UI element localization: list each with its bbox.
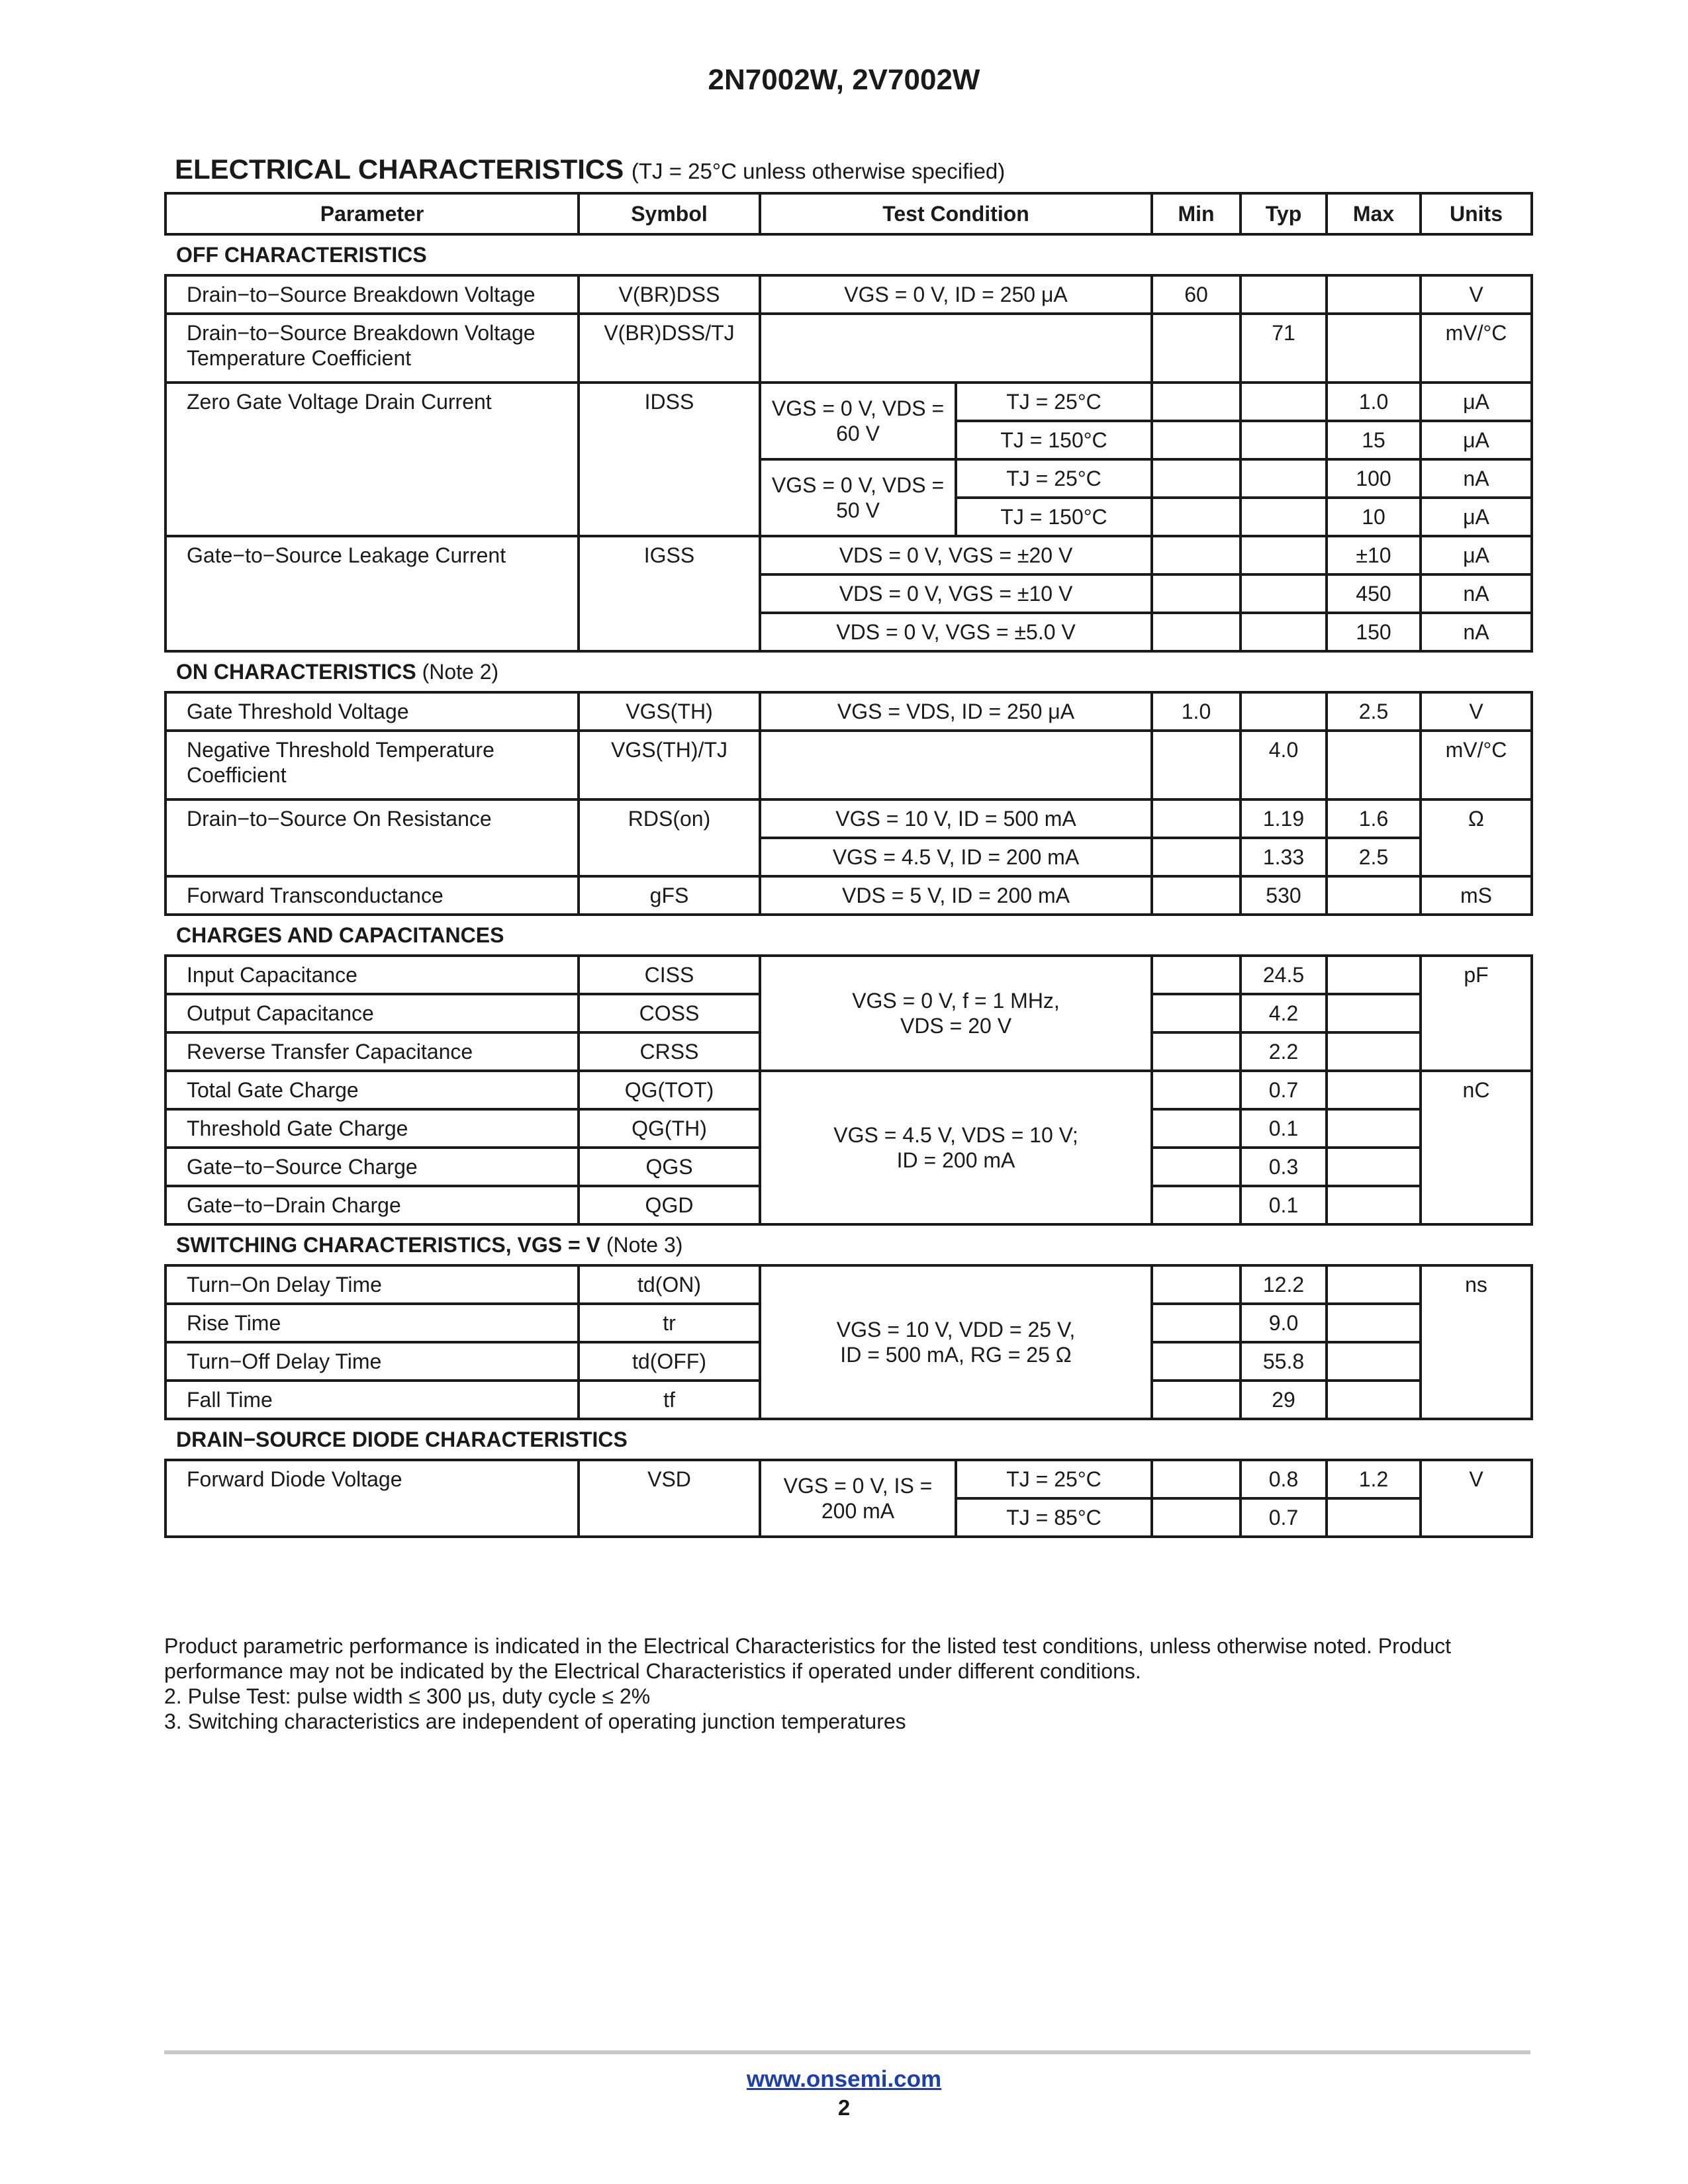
param-cell: Total Gate Charge (165, 1071, 579, 1109)
param-cell: Negative Threshold Temperature Coefficient (165, 731, 579, 799)
typ-cell: 71 (1241, 314, 1327, 383)
param-cell: Zero Gate Voltage Drain Current (165, 383, 579, 536)
max-cell (1327, 1304, 1421, 1342)
section-heading (175, 154, 1005, 185)
max-cell: 2.5 (1327, 838, 1421, 876)
condition-cell: VGS = 4.5 V, ID = 200 mA (760, 838, 1152, 876)
max-cell: ±10 (1327, 536, 1421, 574)
condition-cell: VDS = 5 V, ID = 200 mA (760, 876, 1152, 915)
min-cell (1152, 838, 1241, 876)
section-condition: (TJ = 25°C unless otherwise specified) (631, 159, 1006, 183)
max-cell (1327, 1342, 1421, 1381)
typ-cell: 1.19 (1241, 799, 1327, 838)
param-cell: Drain−to−Source On Resistance (165, 799, 579, 876)
symbol-cell: QGD (579, 1186, 760, 1224)
min-cell (1152, 574, 1241, 613)
condition-cell: VGS = VDS, ID = 250 μA (760, 692, 1152, 731)
condition-line: VGS = 10 V, VDD = 25 V, (836, 1318, 1076, 1342)
typ-cell (1241, 574, 1327, 613)
temp-cell: TJ = 25°C (956, 383, 1152, 421)
min-cell (1152, 1186, 1241, 1224)
min-cell (1152, 876, 1241, 915)
unit-cell: mS (1421, 876, 1532, 915)
param-cell: Fall Time (165, 1381, 579, 1419)
max-cell: 1.2 (1327, 1460, 1421, 1498)
unit-cell: V (1421, 1460, 1532, 1537)
unit-cell: nA (1421, 574, 1532, 613)
typ-cell: 55.8 (1241, 1342, 1327, 1381)
typ-cell: 0.8 (1241, 1460, 1327, 1498)
symbol-cell: VGS(TH)/TJ (579, 731, 760, 799)
section-row-capacitance (165, 915, 1532, 956)
max-cell (1327, 1381, 1421, 1419)
typ-cell: 4.0 (1241, 731, 1327, 799)
symbol-cell: CRSS (579, 1032, 760, 1071)
param-cell: Forward Diode Voltage (165, 1460, 579, 1537)
header-units: Units (1421, 193, 1532, 234)
typ-cell: 0.1 (1241, 1186, 1327, 1224)
symbol-cell: gFS (579, 876, 760, 915)
table-row (165, 536, 1532, 574)
typ-cell: 29 (1241, 1381, 1327, 1419)
unit-cell: Ω (1421, 799, 1532, 876)
condition-cell: VDS = 0 V, VGS = ±10 V (760, 574, 1152, 613)
min-cell (1152, 731, 1241, 799)
typ-cell (1241, 692, 1327, 731)
typ-cell: 0.7 (1241, 1071, 1327, 1109)
symbol-cell: V(BR)DSS/TJ (579, 314, 760, 383)
unit-cell: pF (1421, 956, 1532, 1071)
max-cell (1327, 1032, 1421, 1071)
max-cell (1327, 1071, 1421, 1109)
table-row (165, 1265, 1532, 1304)
unit-cell: V (1421, 275, 1532, 314)
min-cell (1152, 1148, 1241, 1186)
table-row (165, 275, 1532, 314)
footer-divider (164, 2050, 1530, 2054)
condition-cell: VDS = 0 V, VGS = ±5.0 V (760, 613, 1152, 651)
symbol-cell: QG(TOT) (579, 1071, 760, 1109)
typ-cell: 9.0 (1241, 1304, 1327, 1342)
max-cell: 450 (1327, 574, 1421, 613)
unit-cell: V (1421, 692, 1532, 731)
max-cell (1327, 994, 1421, 1032)
table-row (165, 314, 1532, 383)
symbol-cell: IDSS (579, 383, 760, 536)
min-cell: 1.0 (1152, 692, 1241, 731)
table-row (165, 1460, 1532, 1498)
param-cell: Turn−Off Delay Time (165, 1342, 579, 1381)
header-parameter: Parameter (165, 193, 579, 234)
max-cell (1327, 956, 1421, 994)
unit-cell: nC (1421, 1071, 1532, 1224)
max-cell: 10 (1327, 498, 1421, 536)
max-cell: 15 (1327, 421, 1421, 459)
param-cell: Gate Threshold Voltage (165, 692, 579, 731)
unit-cell: mV/°C (1421, 314, 1532, 383)
param-cell: Reverse Transfer Capacitance (165, 1032, 579, 1071)
table-row (165, 731, 1532, 799)
symbol-cell: VGS(TH) (579, 692, 760, 731)
condition-cell (760, 956, 1152, 1071)
min-cell (1152, 421, 1241, 459)
temp-cell: TJ = 150°C (956, 498, 1152, 536)
typ-cell: 0.3 (1241, 1148, 1327, 1186)
param-cell: Drain−to−Source Breakdown Voltage (165, 275, 579, 314)
min-cell (1152, 1304, 1241, 1342)
max-cell (1327, 1186, 1421, 1224)
condition-line: ID = 500 mA, RG = 25 Ω (840, 1343, 1072, 1367)
max-cell (1327, 1109, 1421, 1148)
typ-cell: 4.2 (1241, 994, 1327, 1032)
condition-line: VDS = 20 V (900, 1014, 1012, 1038)
min-cell (1152, 536, 1241, 574)
min-cell (1152, 956, 1241, 994)
param-cell: Gate−to−Source Leakage Current (165, 536, 579, 651)
min-cell (1152, 1109, 1241, 1148)
header-symbol: Symbol (579, 193, 760, 234)
condition-cell (760, 1071, 1152, 1224)
section-note-on: (Note 2) (422, 660, 499, 684)
section-row-diode (165, 1419, 1532, 1460)
document-title: 2N7002W, 2V7002W (708, 64, 980, 96)
typ-cell (1241, 383, 1327, 421)
table-row (165, 1071, 1532, 1109)
typ-cell: 0.1 (1241, 1109, 1327, 1148)
param-cell: Threshold Gate Charge (165, 1109, 579, 1148)
typ-cell (1241, 459, 1327, 498)
unit-cell: nA (1421, 613, 1532, 651)
section-label-switching (165, 1224, 1532, 1265)
note-2: 2. Pulse Test: pulse width ≤ 300 μs, duty cycle ≤ 2% (164, 1684, 651, 1708)
max-cell (1327, 1498, 1421, 1537)
min-cell (1152, 1342, 1241, 1381)
typ-cell: 12.2 (1241, 1265, 1327, 1304)
typ-cell: 530 (1241, 876, 1327, 915)
section-row-switching (165, 1224, 1532, 1265)
param-cell: Input Capacitance (165, 956, 579, 994)
param-cell: Gate−to−Source Charge (165, 1148, 579, 1186)
condition-cell: VGS = 0 V, VDS = 50 V (760, 459, 956, 536)
symbol-cell: td(OFF) (579, 1342, 760, 1381)
unit-cell: nA (1421, 459, 1532, 498)
header-typ: Typ (1241, 193, 1327, 234)
min-cell (1152, 459, 1241, 498)
symbol-cell: tr (579, 1304, 760, 1342)
symbol-cell: VSD (579, 1460, 760, 1537)
section-label-on (165, 651, 1532, 692)
min-cell (1152, 994, 1241, 1032)
notes-block (164, 1633, 1530, 1734)
max-cell (1327, 731, 1421, 799)
param-cell: Output Capacitance (165, 994, 579, 1032)
typ-cell: 2.2 (1241, 1032, 1327, 1071)
min-cell (1152, 383, 1241, 421)
table-row (165, 876, 1532, 915)
header-max: Max (1327, 193, 1421, 234)
section-note-switching: (Note 3) (606, 1233, 683, 1257)
symbol-cell: RDS(on) (579, 799, 760, 876)
max-cell (1327, 876, 1421, 915)
max-cell (1327, 275, 1421, 314)
max-cell: 1.0 (1327, 383, 1421, 421)
param-cell: Gate−to−Drain Charge (165, 1186, 579, 1224)
min-cell (1152, 1498, 1241, 1537)
disclaimer-text: Product parametric performance is indicated in the Electrical Characteristics for the listed test conditions, unless otherwise noted. Product performance may not be indicated by the Electrical Characteristics if operated under different conditions. (164, 1634, 1452, 1683)
condition-cell (760, 314, 1152, 383)
symbol-cell: V(BR)DSS (579, 275, 760, 314)
max-cell: 150 (1327, 613, 1421, 651)
param-cell: Turn−On Delay Time (165, 1265, 579, 1304)
min-cell: 60 (1152, 275, 1241, 314)
condition-cell (760, 1265, 1152, 1419)
min-cell (1152, 1460, 1241, 1498)
page-number: 2 (837, 2095, 851, 2120)
typ-cell: 0.7 (1241, 1498, 1327, 1537)
section-label-diode: DRAIN−SOURCE DIODE CHARACTERISTICS (165, 1419, 1532, 1460)
symbol-cell: QG(TH) (579, 1109, 760, 1148)
symbol-cell: QGS (579, 1148, 760, 1186)
temp-cell: TJ = 85°C (956, 1498, 1152, 1537)
param-cell: Forward Transconductance (165, 876, 579, 915)
max-cell (1327, 1148, 1421, 1186)
condition-line: VGS = 0 V, f = 1 MHz, (852, 989, 1060, 1013)
min-cell (1152, 613, 1241, 651)
unit-cell: μA (1421, 536, 1532, 574)
section-title: ELECTRICAL CHARACTERISTICS (175, 154, 624, 185)
max-cell: 100 (1327, 459, 1421, 498)
typ-cell (1241, 613, 1327, 651)
unit-cell: μA (1421, 421, 1532, 459)
table-row (165, 692, 1532, 731)
condition-cell: VGS = 0 V, ID = 250 μA (760, 275, 1152, 314)
typ-cell (1241, 536, 1327, 574)
unit-cell: mV/°C (1421, 731, 1532, 799)
condition-cell (760, 731, 1152, 799)
table-row (165, 799, 1532, 838)
temp-cell: TJ = 25°C (956, 459, 1152, 498)
section-label-off: OFF CHARACTERISTICS (165, 234, 1532, 275)
symbol-cell: td(ON) (579, 1265, 760, 1304)
min-cell (1152, 498, 1241, 536)
min-cell (1152, 1381, 1241, 1419)
unit-cell: ns (1421, 1265, 1532, 1419)
typ-cell (1241, 421, 1327, 459)
table-header-row (165, 193, 1532, 234)
unit-cell: μA (1421, 383, 1532, 421)
condition-cell: VGS = 0 V, IS = 200 mA (760, 1460, 956, 1537)
electrical-characteristics-table (164, 192, 1533, 1538)
max-cell (1327, 314, 1421, 383)
typ-cell (1241, 498, 1327, 536)
condition-cell: VGS = 10 V, ID = 500 mA (760, 799, 1152, 838)
max-cell: 2.5 (1327, 692, 1421, 731)
condition-cell: VGS = 0 V, VDS = 60 V (760, 383, 956, 459)
section-label-capacitance: CHARGES AND CAPACITANCES (165, 915, 1532, 956)
typ-cell (1241, 275, 1327, 314)
website-link[interactable]: www.onsemi.com (746, 2066, 942, 2092)
table-row (165, 383, 1532, 421)
typ-cell: 24.5 (1241, 956, 1327, 994)
section-title-on: ON CHARACTERISTICS (176, 660, 416, 684)
temp-cell: TJ = 25°C (956, 1460, 1152, 1498)
header-min: Min (1152, 193, 1241, 234)
symbol-cell: IGSS (579, 536, 760, 651)
max-cell: 1.6 (1327, 799, 1421, 838)
param-cell: Rise Time (165, 1304, 579, 1342)
symbol-cell: COSS (579, 994, 760, 1032)
section-title-switching: SWITCHING CHARACTERISTICS, VGS = V (176, 1233, 600, 1257)
typ-cell: 1.33 (1241, 838, 1327, 876)
min-cell (1152, 314, 1241, 383)
table-row (165, 956, 1532, 994)
header-test-condition: Test Condition (760, 193, 1152, 234)
max-cell (1327, 1265, 1421, 1304)
condition-line: ID = 200 mA (896, 1148, 1015, 1172)
min-cell (1152, 1032, 1241, 1071)
symbol-cell: CISS (579, 956, 760, 994)
condition-cell: VDS = 0 V, VGS = ±20 V (760, 536, 1152, 574)
min-cell (1152, 1265, 1241, 1304)
unit-cell: μA (1421, 498, 1532, 536)
section-row-on (165, 651, 1532, 692)
min-cell (1152, 1071, 1241, 1109)
symbol-cell: tf (579, 1381, 760, 1419)
min-cell (1152, 799, 1241, 838)
note-3: 3. Switching characteristics are independent of operating junction temperatures (164, 1709, 906, 1733)
condition-line: VGS = 4.5 V, VDS = 10 V; (833, 1123, 1078, 1147)
temp-cell: TJ = 150°C (956, 421, 1152, 459)
param-cell: Drain−to−Source Breakdown Voltage Temperature Coefficient (165, 314, 579, 383)
section-row-off (165, 234, 1532, 275)
